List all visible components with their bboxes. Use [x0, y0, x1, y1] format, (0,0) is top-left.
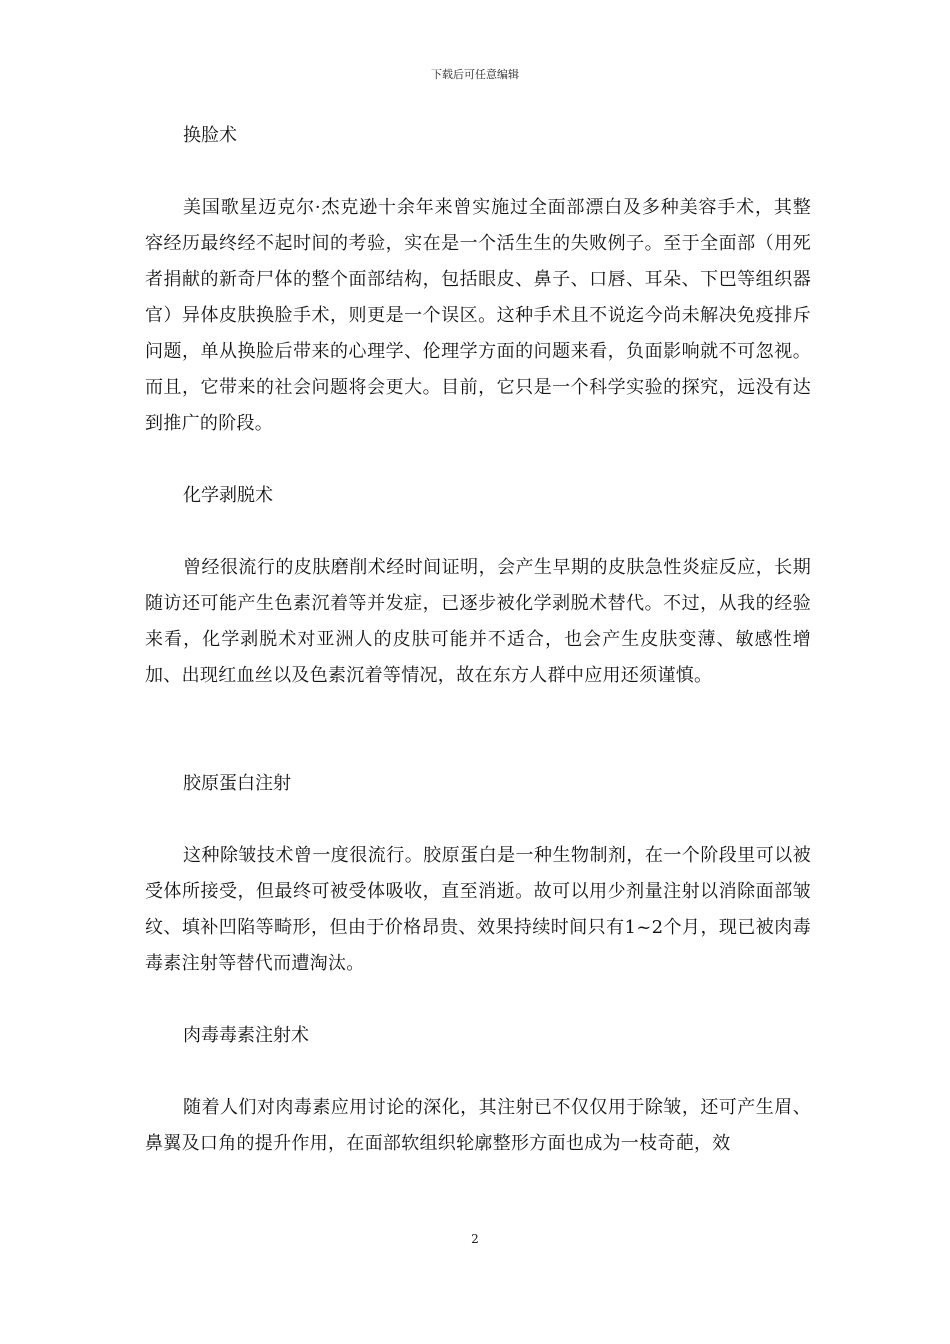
section-body-face-transplant: 美国歌星迈克尔·杰克逊十余年来曾实施过全面部漂白及多种美容手术，其整容经历最终经不起时间的考验，实在是一个活生生的失败例子。至于全面部（用死者捐献的新奇尸体的整个面部结构，包括眼皮、鼻子、口唇、耳朵、下巴等组织器官）异体皮肤换脸手术，则更是一个误区。这种手术且不说迄今尚未解决免疫排斥问题，单从换脸后带来的心理学、伦理学方面的问题来看，负面影响就不可忽视。而且，它带来的社会问题将会更大。目前，它只是一个科学实验的探究，远没有达到推广的阶段。 [145, 197, 811, 434]
spacer [145, 154, 811, 190]
spacer [145, 982, 811, 1018]
spacer [145, 694, 811, 766]
page-number: 2 [471, 1232, 479, 1246]
section-heading-collagen-injection: 胶原蛋白注射 [183, 773, 291, 794]
document-body [145, 118, 811, 1162]
section-body-botox-injection: 随着人们对肉毒素应用讨论的深化，其注射已不仅仅用于除皱，还可产生眉、鼻翼及口角的提升作用，在面部软组织轮廓整形方面也成为一枝奇葩，效 [145, 1097, 811, 1154]
section-heading-botox-injection: 肉毒毒素注射术 [183, 1025, 309, 1046]
spacer [145, 514, 811, 550]
page-header: 下载后可任意编辑 [431, 68, 519, 81]
spacer [145, 802, 811, 838]
spacer [145, 1054, 811, 1090]
section-body-chemical-peel: 曾经很流行的皮肤磨削术经时间证明，会产生早期的皮肤急性炎症反应，长期随访还可能产生色素沉着等并发症，已逐步被化学剥脱术替代。不过，从我的经验来看，化学剥脱术对亚洲人的皮肤可能并不适合，也会产生皮肤变薄、敏感性增加、出现红血丝以及色素沉着等情况，故在东方人群中应用还须谨慎。 [145, 557, 811, 686]
section-heading-face-transplant: 换脸术 [183, 125, 237, 146]
spacer [145, 442, 811, 478]
section-body-collagen-injection: 这种除皱技术曾一度很流行。胶原蛋白是一种生物制剂，在一个阶段里可以被受体所接受，但最终可被受体吸收，直至消逝。故可以用少剂量注射以消除面部皱纹、填补凹陷等畸形，但由于价格昂贵、效果持续时间只有1~2个月，现已被肉毒毒素注射等替代而遭淘汰。 [145, 845, 811, 974]
section-heading-chemical-peel: 化学剥脱术 [183, 485, 273, 506]
